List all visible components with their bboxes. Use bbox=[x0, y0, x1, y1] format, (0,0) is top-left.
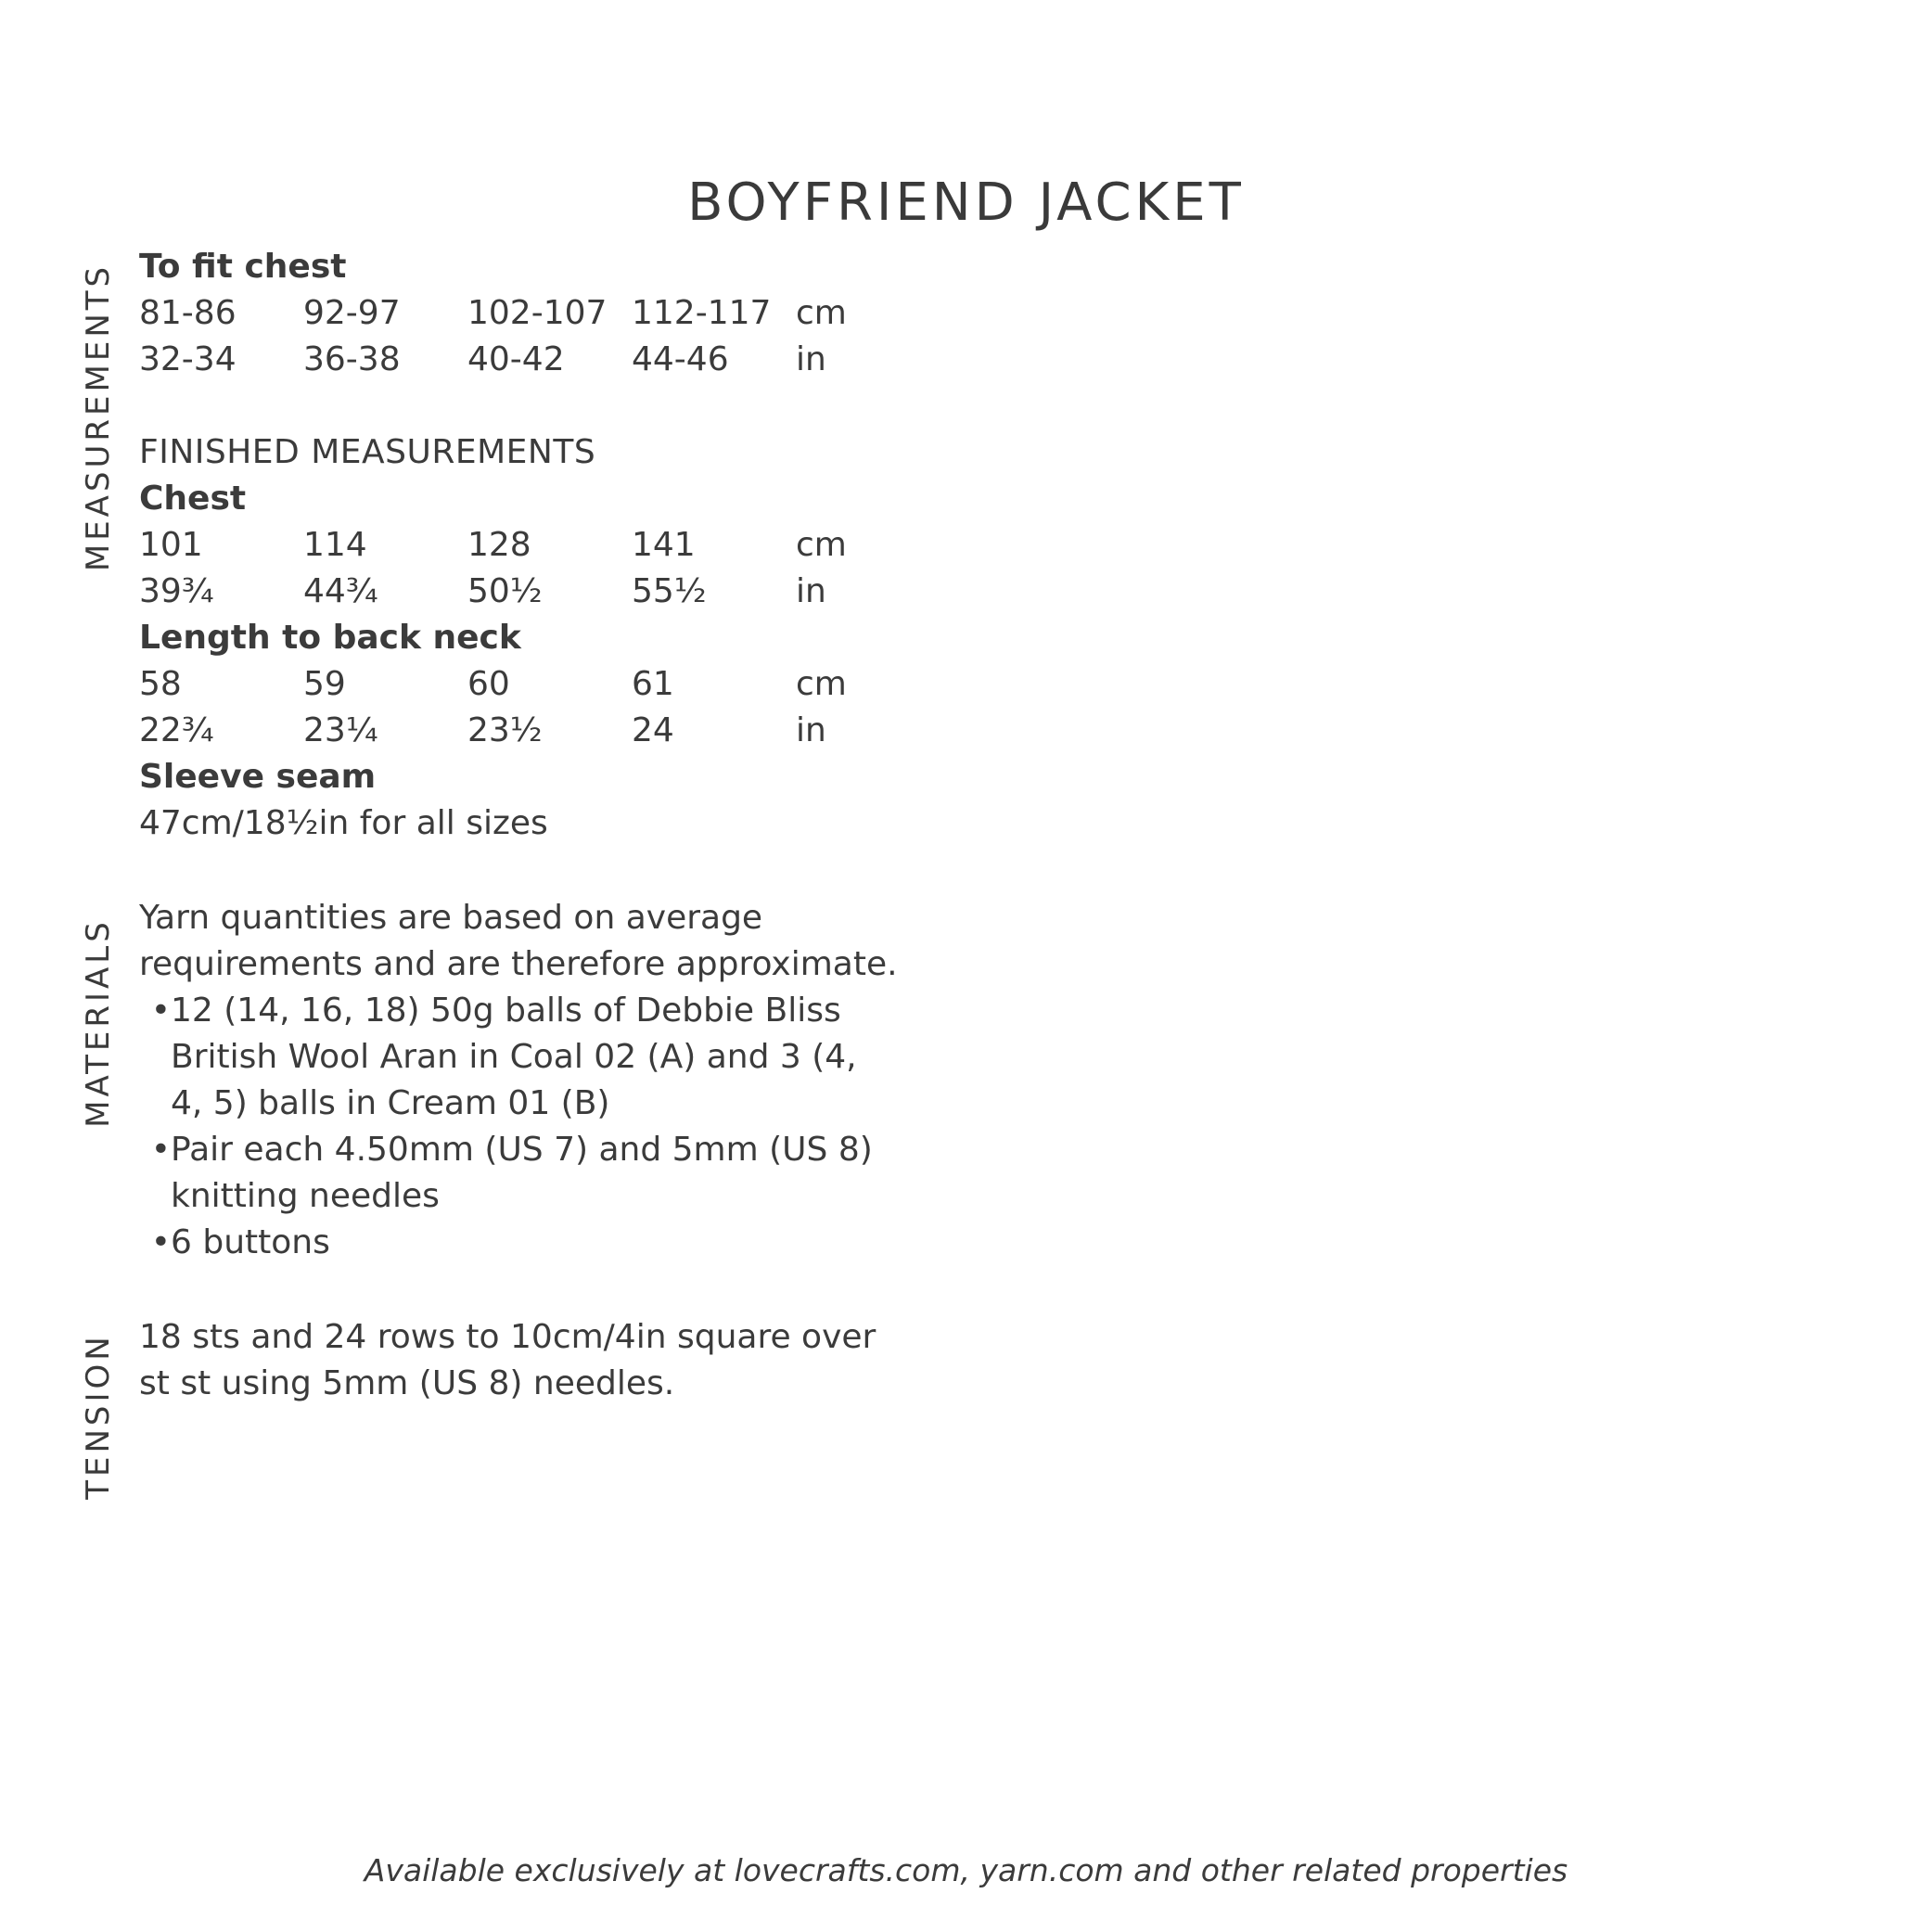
size-cell: 92-97 bbox=[303, 294, 401, 332]
size-cell: 141 bbox=[632, 526, 696, 564]
list-item-text: British Wool Aran in Coal 02 (A) and 3 (4, bbox=[171, 1038, 857, 1076]
size-cell: 128 bbox=[467, 526, 531, 564]
size-cell: 58 bbox=[139, 665, 182, 703]
size-cell: 44¾ bbox=[303, 572, 378, 610]
sleeve-text: 47cm/18½in for all sizes bbox=[139, 804, 548, 842]
unit-cell: cm bbox=[796, 294, 847, 332]
size-cell: 44-46 bbox=[632, 340, 729, 378]
list-item-text: 6 buttons bbox=[171, 1223, 330, 1261]
size-cell: 36-38 bbox=[303, 340, 401, 378]
finished-measurements-heading: FINISHED MEASUREMENTS bbox=[139, 433, 596, 471]
size-cell: 59 bbox=[303, 665, 346, 703]
list-item-text: 4, 5) balls in Cream 01 (B) bbox=[171, 1084, 610, 1122]
tension-side-label: TENSION bbox=[80, 1333, 117, 1500]
chest-in-row bbox=[139, 569, 907, 615]
size-cell: 40-42 bbox=[467, 340, 565, 378]
size-cell: 102-107 bbox=[467, 294, 608, 332]
materials-list-item bbox=[139, 988, 898, 1127]
bullet-icon: • bbox=[150, 1131, 171, 1169]
unit-cell: in bbox=[796, 340, 826, 378]
bullet-icon: • bbox=[150, 992, 171, 1030]
tension-text: st st using 5mm (US 8) needles. bbox=[139, 1364, 675, 1402]
bullet-icon: • bbox=[150, 1223, 171, 1261]
size-cell: 32-34 bbox=[139, 340, 237, 378]
materials-list-item bbox=[139, 1220, 898, 1266]
size-cell: 61 bbox=[632, 665, 674, 703]
unit-cell: cm bbox=[796, 526, 847, 564]
measurements-side-label: MEASUREMENTS bbox=[80, 262, 118, 572]
size-cell: 60 bbox=[467, 665, 510, 703]
length-heading: Length to back neck bbox=[139, 619, 521, 657]
materials-section bbox=[139, 895, 898, 1266]
size-cell: 114 bbox=[303, 526, 367, 564]
size-cell: 22¾ bbox=[139, 711, 214, 749]
to-fit-heading: To fit chest bbox=[139, 248, 347, 286]
unit-cell: cm bbox=[796, 665, 847, 703]
size-cell: 23½ bbox=[467, 711, 543, 749]
size-cell: 101 bbox=[139, 526, 203, 564]
sleeve-heading: Sleeve seam bbox=[139, 758, 377, 796]
to-fit-cm-row bbox=[139, 290, 907, 337]
chest-cm-row bbox=[139, 522, 907, 569]
size-cell: 112-117 bbox=[632, 294, 772, 332]
length-cm-row bbox=[139, 661, 907, 708]
to-fit-in-row bbox=[139, 337, 907, 383]
list-item-text: knitting needles bbox=[171, 1177, 440, 1215]
materials-side-label: MATERIALS bbox=[80, 917, 118, 1128]
tension-section bbox=[139, 1314, 876, 1407]
size-cell: 23¼ bbox=[303, 711, 378, 749]
list-item-text: Pair each 4.50mm (US 7) and 5mm (US 8) bbox=[171, 1131, 873, 1169]
page-title: BOYFRIEND JACKET bbox=[687, 172, 1245, 233]
measurements-section bbox=[139, 244, 907, 847]
footer-availability-note: Available exclusively at lovecrafts.com, yarn.com and other related properties bbox=[364, 1852, 1568, 1888]
materials-intro-line: Yarn quantities are based on average bbox=[139, 899, 763, 937]
unit-cell: in bbox=[796, 572, 826, 610]
list-item-text: 12 (14, 16, 18) 50g balls of Debbie Bliss bbox=[171, 992, 841, 1030]
tension-text: 18 sts and 24 rows to 10cm/4in square over bbox=[139, 1318, 876, 1356]
size-cell: 39¾ bbox=[139, 572, 214, 610]
length-in-row bbox=[139, 708, 907, 754]
size-cell: 55½ bbox=[632, 572, 707, 610]
materials-intro-line: requirements and are therefore approximate. bbox=[139, 945, 898, 983]
size-cell: 50½ bbox=[467, 572, 543, 610]
materials-list-item bbox=[139, 1127, 898, 1220]
size-cell: 81-86 bbox=[139, 294, 237, 332]
size-cell: 24 bbox=[632, 711, 674, 749]
unit-cell: in bbox=[796, 711, 826, 749]
chest-heading: Chest bbox=[139, 480, 247, 518]
